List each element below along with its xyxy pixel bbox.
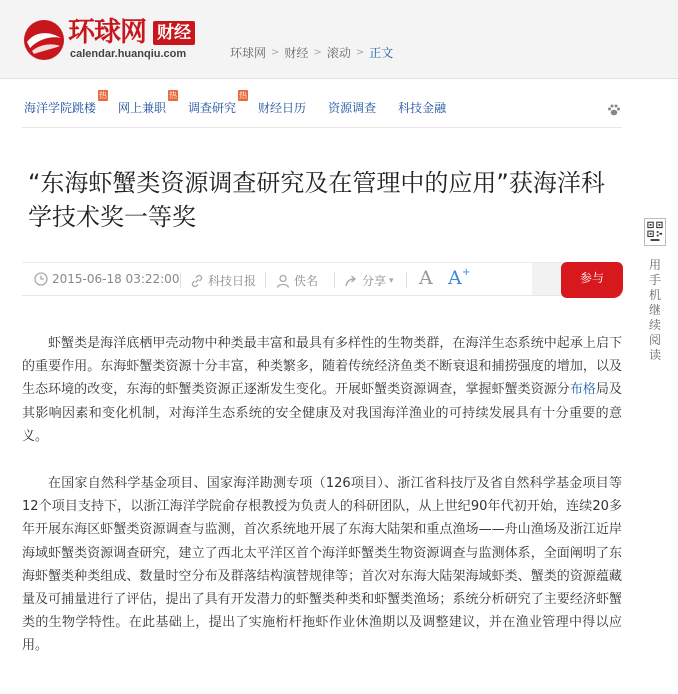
article-title: “东海虾蟹类资源调查研究及在管理中的应用”获海洋科学技术奖一等奖	[28, 169, 605, 231]
article-source	[190, 272, 256, 289]
breadcrumb-item[interactable]: 滚动	[326, 46, 351, 60]
hot-badge: 热	[99, 90, 108, 100]
subnav-item[interactable]: 科技金融	[398, 100, 447, 115]
user-icon	[276, 274, 290, 288]
divider	[265, 272, 266, 288]
mobile-read-label: 用手机继续阅读	[648, 258, 661, 362]
article-meta-bar	[22, 262, 622, 296]
chevron-right-icon: >	[355, 47, 365, 58]
join-discussion-button[interactable]: 参与	[561, 262, 623, 298]
article-body	[22, 332, 622, 682]
hot-badge: 热	[239, 90, 248, 100]
divider	[180, 272, 181, 288]
globe-logo-icon	[22, 18, 66, 62]
site-header	[0, 0, 678, 79]
qr-code-icon	[644, 218, 666, 246]
article-paragraph: 虾蟹类是海洋底栖甲壳动物中种类最丰富和最具有多样性的生物类群，在海洋生态系统中起承上启下的重要作用。东海虾蟹类资源十分丰富，种类繁多，随着传统经济鱼类不断衰退和捕捞强度的增加，以及生态环境的改变，东海的虾蟹类资源正逐渐发生变化。开展虾蟹类资源调查，掌握虾蟹类资源分布格局及其影响因素和变化机制，对海洋生态系统的安全健康及对我国海洋渔业的可持续发展具有十分重要的意义。	[22, 336, 622, 444]
font-increase-button[interactable]: A	[448, 267, 462, 289]
subnav-item[interactable]: 财经日历	[258, 100, 307, 115]
sub-navigation	[24, 90, 624, 118]
logo-badge: 财经	[153, 21, 195, 45]
divider	[22, 127, 622, 128]
hot-badge: 热	[169, 90, 178, 100]
link-icon	[190, 274, 204, 288]
chevron-right-icon: >	[313, 47, 322, 58]
publish-time	[34, 272, 179, 286]
plus-icon: +	[462, 267, 471, 278]
site-logo[interactable]	[22, 14, 207, 64]
publish-date: 2015-06-18 03:22:00	[52, 272, 180, 286]
divider	[406, 272, 407, 288]
subnav-item[interactable]: 调查研究 热	[188, 90, 248, 115]
subnav-item[interactable]: 资源调查	[328, 100, 377, 115]
chevron-down-icon: ▾	[389, 275, 394, 286]
breadcrumb	[230, 44, 393, 61]
chevron-right-icon: >	[271, 47, 280, 58]
article-author	[276, 272, 318, 289]
logo-text: 环球网	[68, 17, 146, 48]
author-name: 佚名	[294, 274, 319, 288]
share-button[interactable]	[344, 272, 394, 289]
font-decrease-button[interactable]: A	[419, 267, 433, 289]
breadcrumb-item[interactable]: 财经	[284, 46, 309, 60]
share-icon	[344, 274, 358, 288]
subnav-item[interactable]: 网上兼职 热	[118, 90, 178, 115]
share-label: 分享	[362, 274, 387, 288]
clock-icon	[34, 272, 48, 286]
mobile-read-tab[interactable]	[644, 218, 668, 383]
keyword-link[interactable]: 布格	[569, 382, 596, 398]
breadcrumb-current[interactable]: 正文	[369, 46, 394, 60]
subnav-item[interactable]: 海洋学院跳楼 热	[24, 90, 108, 115]
article-paragraph: 在国家自然科学基金项目、国家海洋勘测专项（126项目）、浙江省科技厅及省自然科学基金项目等12个项目支持下，以浙江海洋学院俞存根教授为负责人的科研团队，从上世纪90年代初开始，连续20多年开展东海区虾蟹类资源调查与监测，首次系统地开展了东海大陆架和重点渔场——舟山渔场及浙江近岸海域虾蟹类资源调查研究，建立了西北太平洋区首个海洋虾蟹类生物资源调查与监测体系，全面阐明了东海虾蟹类种类组成、数量时空分布及群落结构演替规律等；首次对东海大陆架海域虾类、蟹类的资源蕴藏量及可捕量进行了评估，提出了具有开发潜力的虾蟹类种类和虾蟹类渔场；系统分析研究了主要经济虾蟹类的生物学特性。在此基础上，提出了实施桁杆拖虾作业休渔期以及调整建议，并在渔业管理中得以应用。	[22, 476, 622, 654]
breadcrumb-item[interactable]: 环球网	[230, 46, 267, 60]
divider	[334, 272, 335, 288]
source-label: 科技日报	[208, 274, 257, 288]
logo-url: calendar.huanqiu.com	[70, 48, 187, 60]
paw-icon[interactable]	[607, 103, 621, 117]
